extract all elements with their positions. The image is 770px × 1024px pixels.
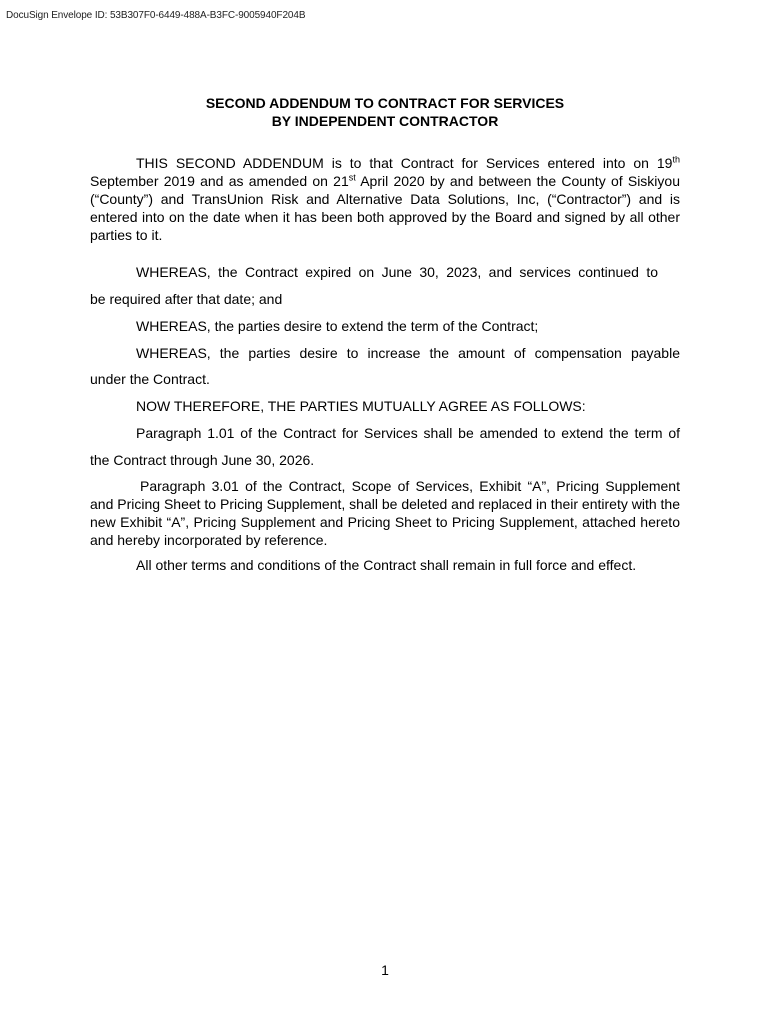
paragraph-101-line-1: Paragraph 1.01 of the Contract for Services shall be amended to extend the term of bbox=[136, 425, 680, 441]
now-therefore: NOW THEREFORE, THE PARTIES MUTUALLY AGREE AS FOLLOWS: bbox=[136, 398, 586, 414]
whereas-3-line-1: WHEREAS, the parties desire to increase the amount of compensation payable bbox=[136, 345, 680, 361]
whereas-2: WHEREAS, the parties desire to extend the term of the Contract; bbox=[136, 318, 539, 334]
whereas-1-line-2: be required after that date; and bbox=[90, 291, 283, 307]
intro-text-1: THIS SECOND ADDENDUM is to that Contract for Services entered into on 19 bbox=[136, 155, 673, 171]
paragraph-101-line-2: the Contract through June 30, 2026. bbox=[90, 452, 315, 468]
docusign-envelope-id: DocuSign Envelope ID: 53B307F0-6449-488A-B3FC-9005940F204B bbox=[6, 10, 306, 21]
paragraph-301-text: Paragraph 3.01 of the Contract, Scope of Services, Exhibit “A”, Pricing Supplement and Pricing Sheet to Pricing Supplement, shall be deleted and replaced in their entirety with the new Exhibit “A”, Pricing Supplement and Pricing Sheet to Pricing Supplement, attached hereto and hereby incorporated by reference. bbox=[90, 478, 680, 548]
all-other-terms: All other terms and conditions of the Contract shall remain in full force and effect. bbox=[136, 557, 637, 573]
paragraph-301 bbox=[90, 477, 680, 549]
document-title-line-2: BY INDEPENDENT CONTRACTOR bbox=[271, 113, 499, 129]
document-title-line-1: SECOND ADDENDUM TO CONTRACT FOR SERVICES bbox=[205, 95, 565, 111]
intro-paragraph bbox=[90, 154, 680, 244]
page-number: 1 bbox=[381, 962, 389, 978]
whereas-1-line-1: WHEREAS, the Contract expired on June 30, 2023, and services continued to bbox=[136, 264, 658, 280]
intro-sup-2: st bbox=[348, 172, 356, 183]
intro-sup-1: th bbox=[672, 154, 680, 165]
intro-text-2: September 2019 and as amended on 21 bbox=[90, 173, 349, 189]
whereas-3-line-2: under the Contract. bbox=[90, 371, 210, 387]
intro-text-3: April 2020 by and between the County of Siskiyou (“County”) and TransUnion Risk and Alternative Data Solutions, Inc, (“Contractor”) and is entered into on the date when it has been both approved by the Board and signed by all other parties to it. bbox=[90, 173, 680, 243]
